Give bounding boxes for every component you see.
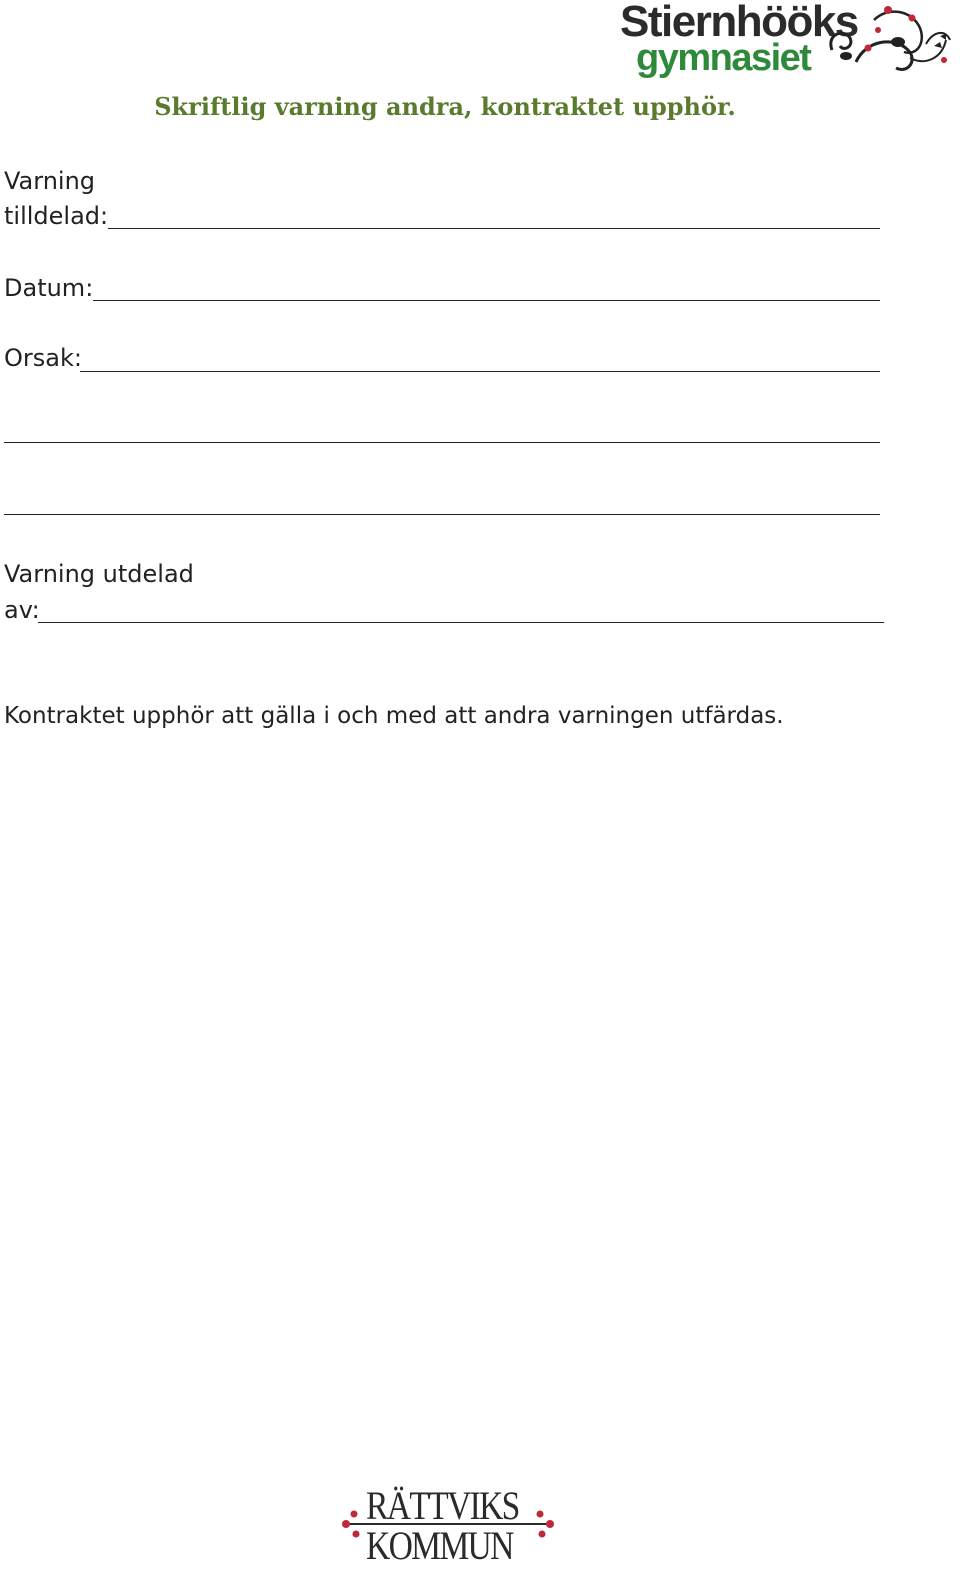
- issued-by-label-line2: av:: [4, 596, 40, 624]
- municipality-logo-line2: KOMMUN: [366, 1523, 513, 1568]
- school-logo-line2: gymnasiet: [636, 37, 811, 79]
- date-label: Datum:: [4, 274, 94, 302]
- reason-line-2[interactable]: [4, 442, 880, 443]
- closing-statement: Kontraktet upphör att gälla i och med att andra varningen utfärdas.: [4, 703, 784, 729]
- awarded-label-line1: Varning: [4, 167, 96, 195]
- ornament-flourish-icon: [816, 0, 956, 86]
- municipality-logo-line1: RÄTTVIKS: [366, 1483, 519, 1528]
- reason-line-3[interactable]: [4, 514, 880, 515]
- school-logo: [620, 0, 956, 86]
- document-title: Skriftlig varning andra, kontraktet upphör.: [154, 92, 736, 121]
- reason-label: Orsak:: [4, 344, 82, 372]
- school-logo-line1: Stiernhööks: [620, 0, 858, 46]
- awarded-to-line[interactable]: [108, 228, 880, 229]
- municipality-logo: [336, 1482, 560, 1568]
- issued-by-label-line1: Varning utdelad: [4, 560, 194, 588]
- reason-line-1[interactable]: [80, 371, 880, 372]
- awarded-label-line2: tilldelad:: [4, 202, 109, 230]
- issued-by-line[interactable]: [38, 622, 884, 623]
- date-line[interactable]: [93, 300, 880, 301]
